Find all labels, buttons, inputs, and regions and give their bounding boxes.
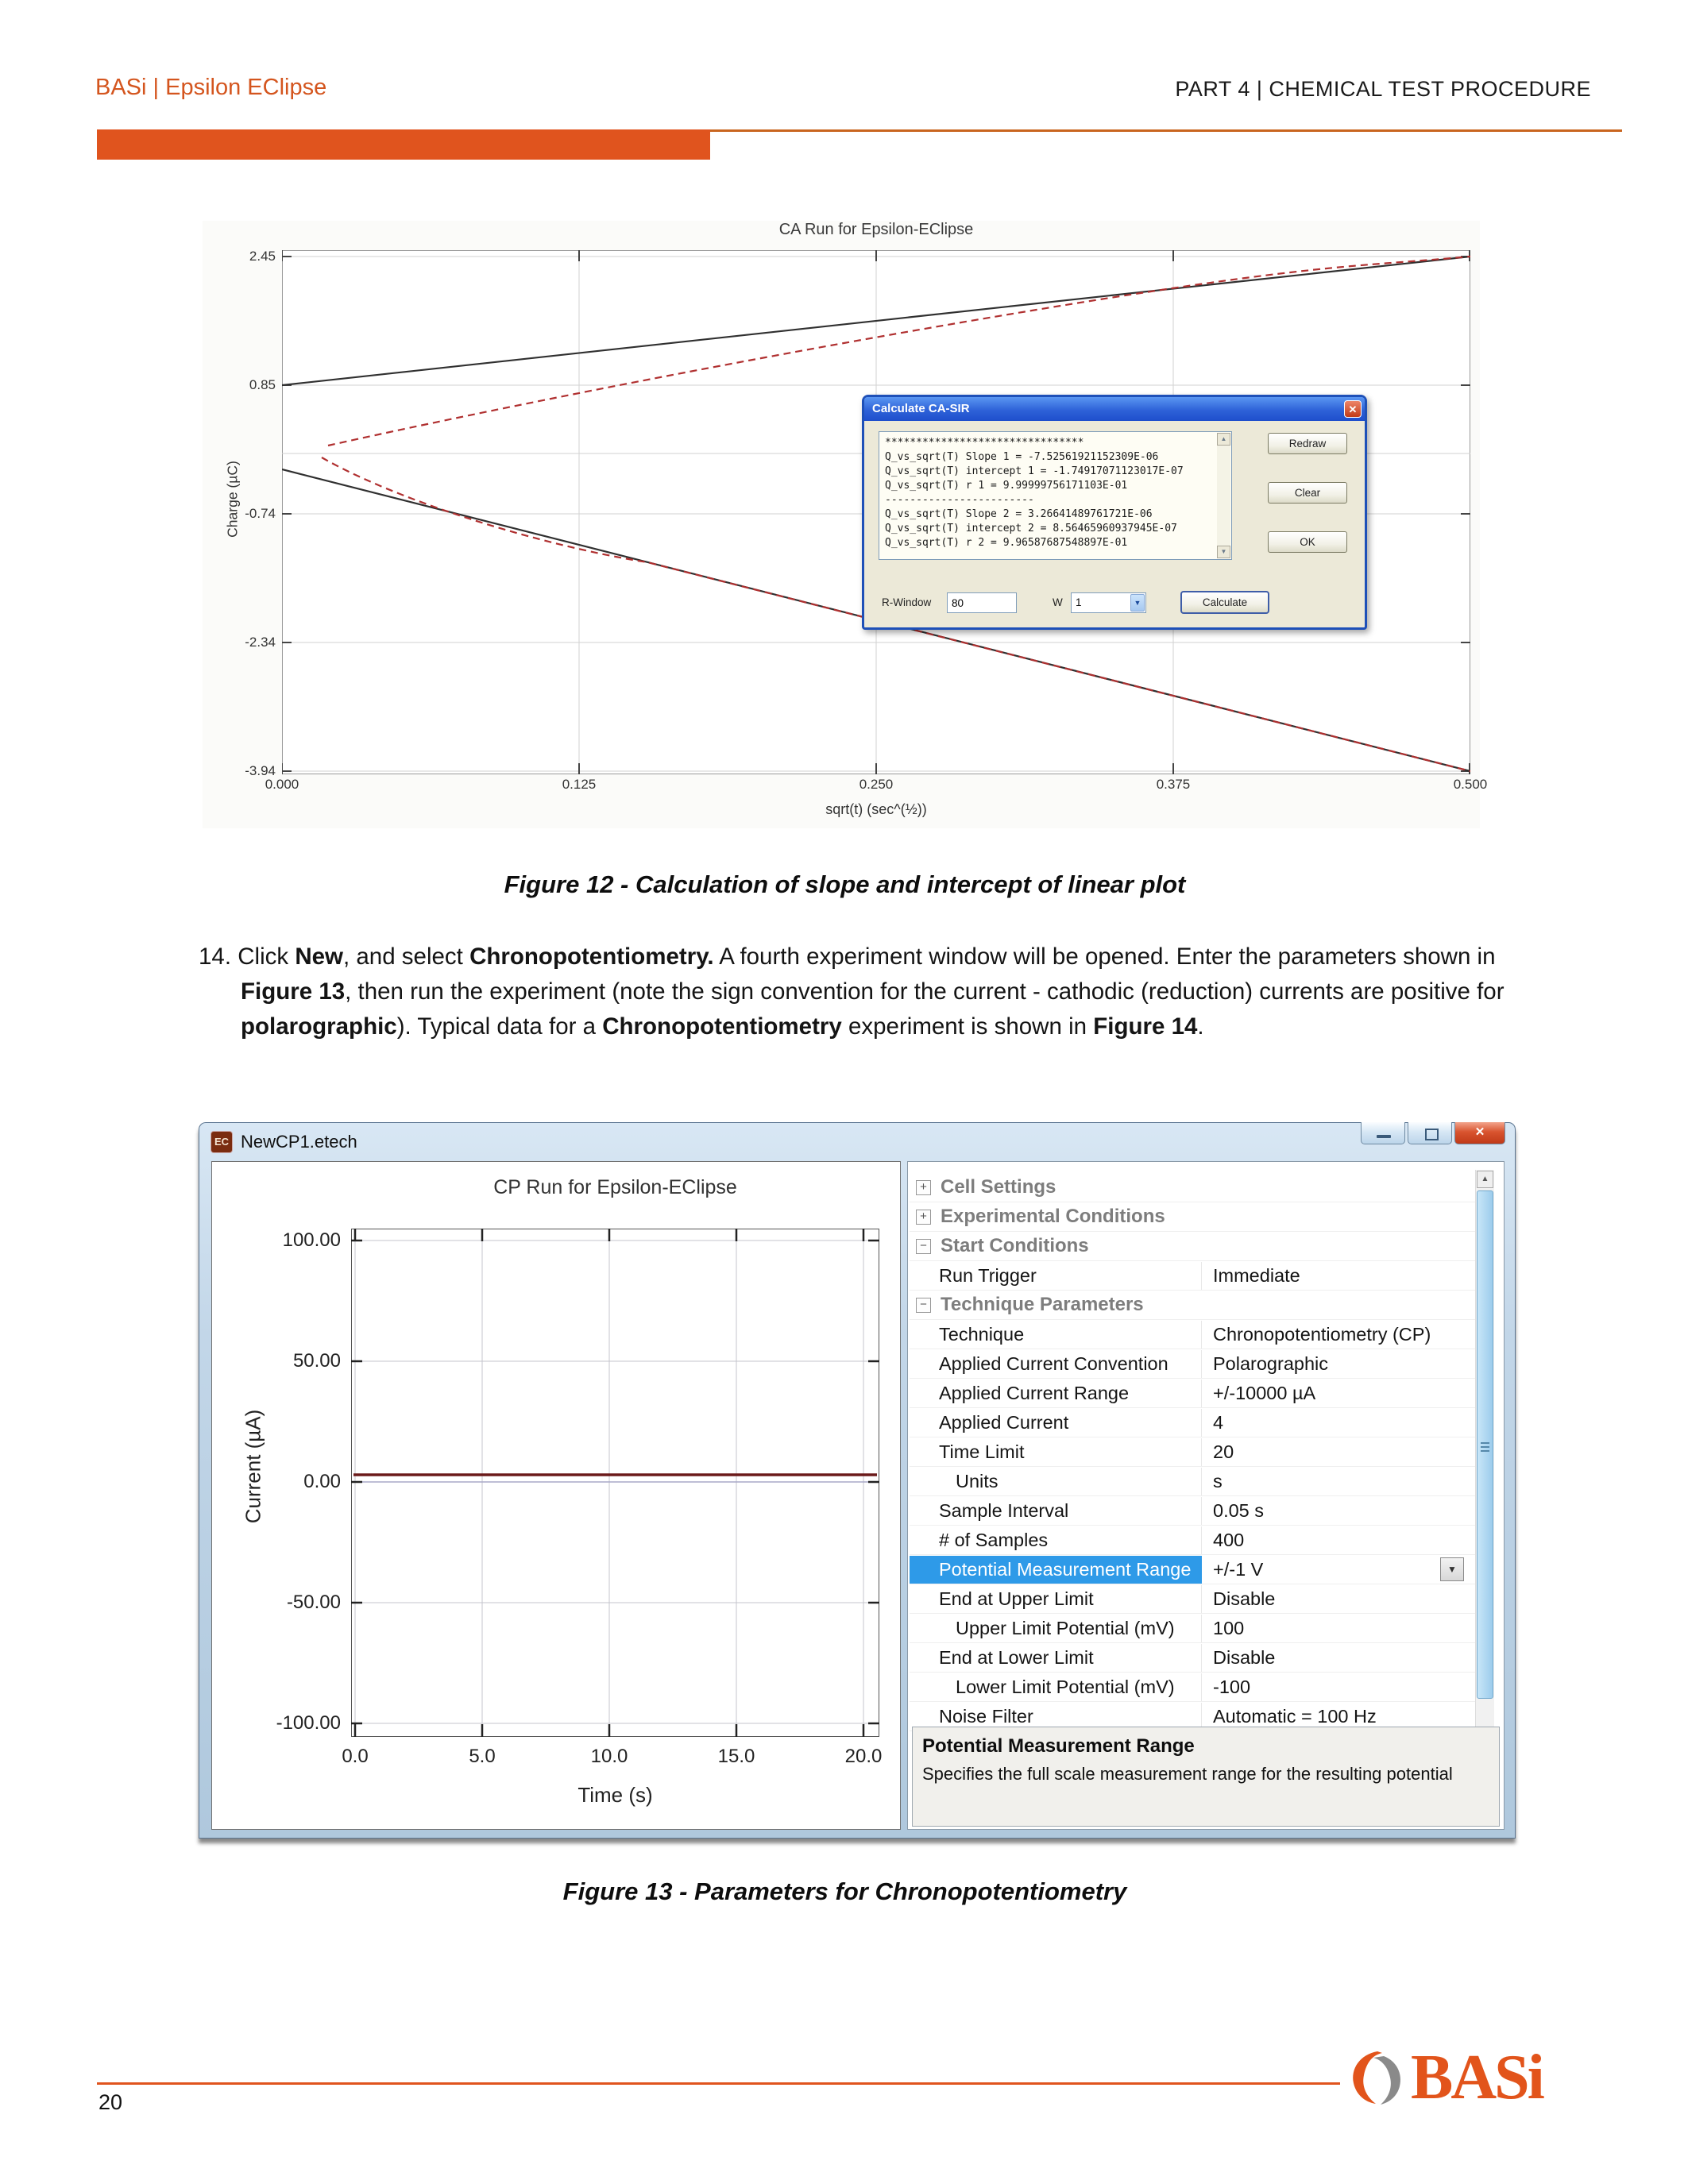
collapse-icon[interactable]: − (916, 1298, 931, 1313)
scroll-up-icon[interactable]: ▲ (1477, 1171, 1493, 1188)
cp-ytick: -100.00 (276, 1712, 341, 1734)
param-row[interactable]: Applied Current 4 (910, 1408, 1475, 1437)
basi-logo (1347, 2044, 1543, 2111)
redraw-button[interactable]: Redraw (1268, 433, 1347, 454)
param-row[interactable]: Sample Interval 0.05 s (910, 1496, 1475, 1526)
description-text: Specifies the full scale measurement range for the resulting potential (922, 1764, 1453, 1784)
description-title: Potential Measurement Range (922, 1735, 1195, 1757)
parameter-panel (907, 1161, 1505, 1830)
minimize-icon (1377, 1135, 1391, 1138)
close-icon[interactable]: ✕ (1344, 400, 1362, 418)
param-row[interactable]: Upper Limit Potential (mV) 100 (910, 1614, 1475, 1643)
cp-xtick: 15.0 (717, 1746, 755, 1767)
cp-ytick: 100.00 (282, 1229, 341, 1251)
dialog-results-output[interactable] (879, 431, 1232, 560)
cp-y-axis-label: Current (µA) (241, 1409, 265, 1524)
header-rule (710, 129, 1622, 132)
param-row[interactable]: Applied Current Convention Polarographic (910, 1349, 1475, 1379)
clear-button[interactable]: Clear (1268, 482, 1347, 504)
section-row[interactable]: + Experimental Conditions (910, 1202, 1475, 1232)
ca-xtick: 0.500 (1453, 777, 1488, 792)
ca-xtick: 0.375 (1156, 777, 1191, 792)
basi-swirl-icon (1347, 2047, 1408, 2109)
close-window-button[interactable] (1454, 1122, 1505, 1144)
ok-button[interactable]: OK (1268, 531, 1347, 553)
w-label: W (1053, 596, 1063, 608)
expand-icon[interactable]: + (916, 1210, 931, 1225)
param-row[interactable]: Noise Filter Automatic = 100 Hz (910, 1702, 1475, 1731)
cp-ytick: 0.00 (303, 1471, 341, 1492)
ca-xtick: 0.250 (859, 777, 894, 792)
calculate-button[interactable]: Calculate (1180, 591, 1269, 614)
thumb-grip-icon (1481, 1442, 1489, 1452)
param-row[interactable]: Technique Chronopotentiometry (CP) (910, 1320, 1475, 1349)
etech-file-icon: EC (211, 1131, 233, 1153)
step-14-paragraph: 14. Click New, and select Chronopotentiometry. A fourth experiment window will be opened. Enter the parameters shown in Figure 13, then run the experiment (note the sign convention for the current - cathodic (reduction) currents are positive for polarographic). Typical data for a Chronopotentiometry experiment is shown in Figure 14. (199, 943, 1505, 1040)
minimize-button[interactable] (1361, 1122, 1405, 1144)
ca-ytick: 2.45 (249, 249, 276, 264)
close-icon: ✕ (1474, 1125, 1485, 1139)
ca-y-axis-label: Charge (µC) (224, 461, 241, 538)
newcp1-window (199, 1122, 1516, 1839)
combo-dropdown-icon[interactable]: ▼ (1130, 594, 1145, 612)
scroll-down-icon[interactable]: ▼ (1217, 546, 1230, 558)
cp-chart-panel (211, 1161, 901, 1830)
header-section-title: PART 4 | CHEMICAL TEST PROCEDURE (1175, 77, 1591, 101)
r-window-input[interactable] (947, 592, 1017, 613)
figure13-caption: Figure 13 - Parameters for Chronopotentiometry (562, 1877, 1127, 1905)
cp-xtick: 0.0 (342, 1746, 369, 1767)
ca-xtick: 0.125 (562, 777, 597, 792)
ca-xtick: 0.000 (265, 777, 299, 792)
ca-chart-title: CA Run for Epsilon-EClipse (778, 221, 974, 238)
param-row[interactable]: End at Lower Limit Disable (910, 1643, 1475, 1673)
parameter-scrollbar[interactable] (1475, 1170, 1494, 1758)
section-row[interactable]: + Cell Settings (910, 1173, 1475, 1202)
param-row[interactable]: Lower Limit Potential (mV) -100 (910, 1673, 1475, 1702)
r-window-label: R-Window (882, 596, 932, 608)
param-row[interactable]: Run Trigger Immediate (910, 1261, 1475, 1291)
window-controls (1361, 1122, 1505, 1144)
figure12-ca-chart (203, 221, 1488, 828)
section-row[interactable]: − Technique Parameters (910, 1291, 1475, 1320)
ca-ytick: 0.85 (249, 377, 276, 392)
parameter-description-box (912, 1727, 1500, 1827)
footer-rule (97, 2082, 1340, 2085)
scrollbar-thumb[interactable] (1477, 1190, 1493, 1699)
cp-ytick: -50.00 (286, 1592, 341, 1613)
page-number: 20 (98, 2090, 123, 2114)
section-row[interactable]: − Start Conditions (910, 1232, 1475, 1261)
dialog-scrollbar[interactable] (1217, 433, 1230, 558)
param-row[interactable]: Time Limit 20 (910, 1437, 1475, 1467)
collapse-icon[interactable]: − (916, 1239, 931, 1254)
header-brand: BASi | Epsilon EClipse (95, 75, 327, 100)
dialog-results-text: ******************************** Q_vs_sqrt(T) Slope 1 = -7.52561921152309E-06 Q_vs_sqrt(T) intercept 1 = -1.74917071123017E-07 Q_vs_sqrt(T) r 1 = 9.99999756171103E-01 ------------------------ Q_vs_sqrt(T) Slope 2 = 3.26641489761721E-06 Q_vs_sqrt(T) intercept 2 = 8.56465960937945E-07 Q_vs_sqrt(T) r 2 = 9.96587687548897E-01 (885, 437, 1184, 549)
figure12-caption: Figure 12 - Calculation of slope and intercept of linear plot (504, 870, 1186, 898)
parameter-rows (910, 1173, 1475, 1731)
ca-ytick: -0.74 (245, 506, 276, 521)
scroll-up-icon[interactable]: ▲ (1217, 433, 1230, 446)
header-accent-bar (97, 129, 710, 160)
w-combobox[interactable] (1071, 592, 1146, 613)
cp-plot-area (351, 1229, 879, 1737)
cp-ytick: 50.00 (292, 1350, 341, 1372)
param-row[interactable]: # of Samples 400 (910, 1526, 1475, 1555)
param-row[interactable]: Applied Current Range +/-10000 µA (910, 1379, 1475, 1408)
cp-chart-title: CP Run for Epsilon-EClipse (493, 1176, 737, 1198)
ca-ytick: -3.94 (245, 763, 276, 778)
param-row-selected[interactable]: Potential Measurement Range +/-1 V ▼ (910, 1555, 1475, 1584)
ca-x-axis-label: sqrt(t) (sec^(½)) (825, 801, 927, 817)
calculate-ca-sir-dialog (862, 395, 1367, 630)
ca-ytick: -2.34 (245, 635, 276, 650)
maximize-icon (1425, 1129, 1439, 1140)
value-dropdown-icon[interactable]: ▼ (1440, 1557, 1464, 1581)
expand-icon[interactable]: + (916, 1180, 931, 1195)
window-title: NewCP1.etech (241, 1132, 357, 1152)
cp-xtick: 10.0 (590, 1746, 628, 1767)
param-row[interactable]: End at Upper Limit Disable (910, 1584, 1475, 1614)
dialog-titlebar[interactable]: Calculate CA-SIR (864, 397, 1365, 421)
cp-xtick: 5.0 (469, 1746, 496, 1767)
step-number: 14. (199, 943, 232, 970)
cp-x-axis-label: Time (s) (577, 1783, 653, 1807)
cp-xtick: 20.0 (844, 1746, 883, 1767)
param-row[interactable]: Units s (910, 1467, 1475, 1496)
maximize-button[interactable] (1408, 1122, 1452, 1144)
basi-logo-text: BASi (1411, 2043, 1543, 2113)
w-combobox-value: 1 (1076, 596, 1082, 608)
